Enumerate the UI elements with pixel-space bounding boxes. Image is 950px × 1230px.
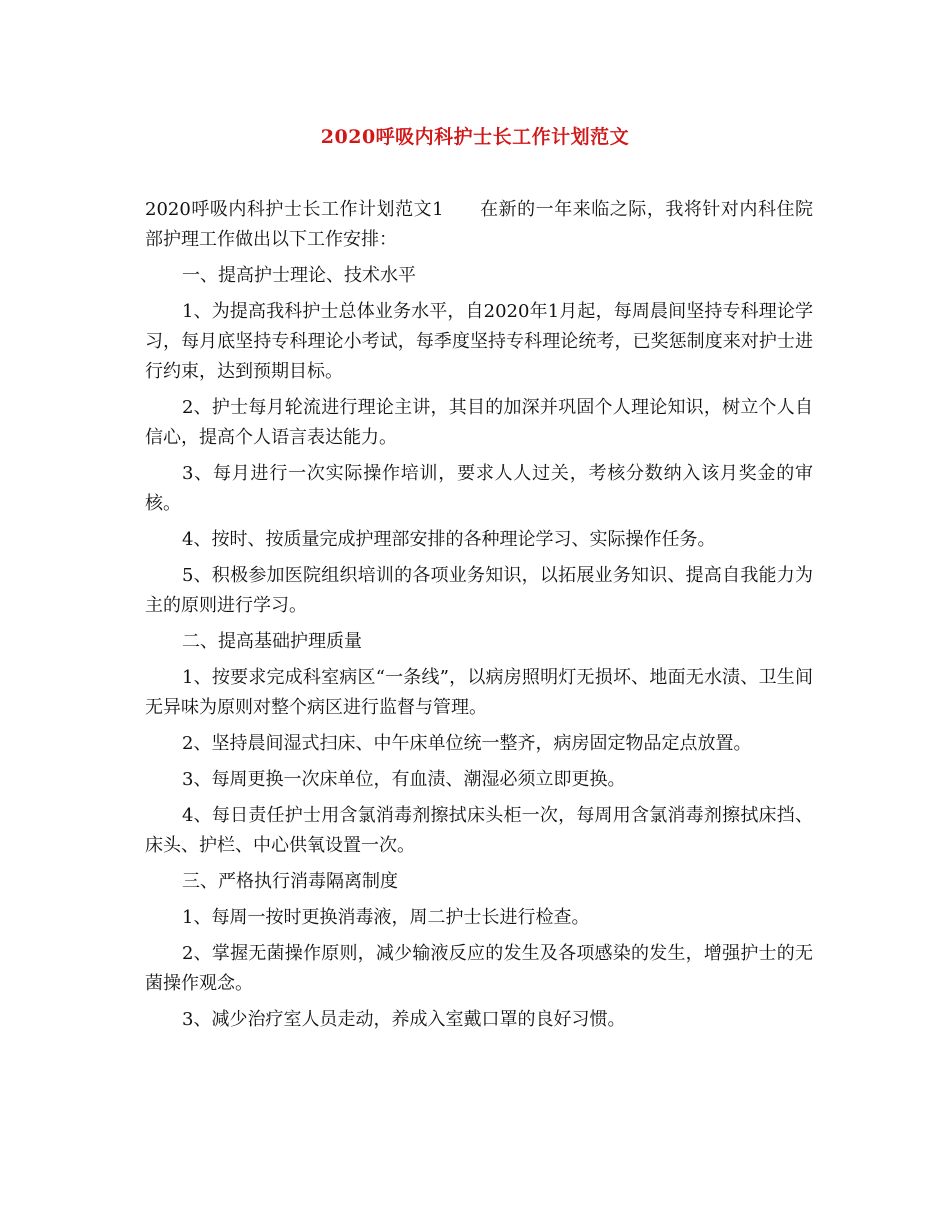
section-heading-2: 二、提高基础护理质量 bbox=[182, 631, 362, 652]
paragraph: 3、减少治疗室人员走动，养成入室戴口罩的良好习惯。 bbox=[182, 1009, 626, 1030]
paragraph: 1、每周一按时更换消毒液，周二护士长进行检查。 bbox=[182, 907, 590, 928]
paragraph: 5、积极参加医院组织培训的各项业务知识，以拓展业务知识、提高自我能力为主的原则进行学习。 bbox=[145, 565, 813, 616]
section-heading-3: 三、严格执行消毒隔离制度 bbox=[182, 871, 398, 892]
intro-paragraph bbox=[145, 195, 813, 255]
intro-heading: 2020呼吸内科护士长工作计划范文1 bbox=[145, 199, 444, 220]
paragraph: 4、按时、按质量完成护理部安排的各种理论学习、实际操作任务。 bbox=[182, 529, 716, 550]
paragraph: 1、按要求完成科室病区“一条线”，以病房照明灯无损坏、地面无水渍、卫生间无异味为原则对整个病区进行监督与管理。 bbox=[145, 667, 813, 718]
intro-text: 在新的一年来临之际，我将针对内科住院部护理工作做出以下工作安排： bbox=[145, 199, 814, 250]
document-title: 2020呼吸内科护士长工作计划范文 bbox=[320, 126, 630, 148]
paragraph: 3、每月进行一次实际操作培训，要求人人过关，考核分数纳入该月奖金的审核。 bbox=[145, 463, 813, 514]
section-heading-1: 一、提高护士理论、技术水平 bbox=[182, 265, 416, 286]
document-body bbox=[145, 195, 813, 1041]
paragraph: 2、掌握无菌操作原则，减少输液反应的发生及各项感染的发生，增强护士的无菌操作观念。 bbox=[145, 943, 813, 994]
paragraph: 1、为提高我科护士总体业务水平，自2020年1月起，每周晨间坚持专科理论学习，每月底坚持专科理论小考试，每季度坚持专科理论统考，已奖惩制度来对护士进行约束，达到预期目标。 bbox=[145, 301, 813, 382]
paragraph: 3、每周更换一次床单位，有血渍、潮湿必须立即更换。 bbox=[182, 769, 626, 790]
paragraph: 2、坚持晨间湿式扫床、中午床单位统一整齐，病房固定物品定点放置。 bbox=[182, 733, 752, 754]
paragraph: 2、护士每月轮流进行理论主讲，其目的加深并巩固个人理论知识，树立个人自信心，提高个人语言表达能力。 bbox=[145, 397, 813, 448]
paragraph: 4、每日责任护士用含氯消毒剂擦拭床头柜一次，每周用含氯消毒剂擦拭床挡、床头、护栏、中心供氧设置一次。 bbox=[145, 805, 813, 856]
